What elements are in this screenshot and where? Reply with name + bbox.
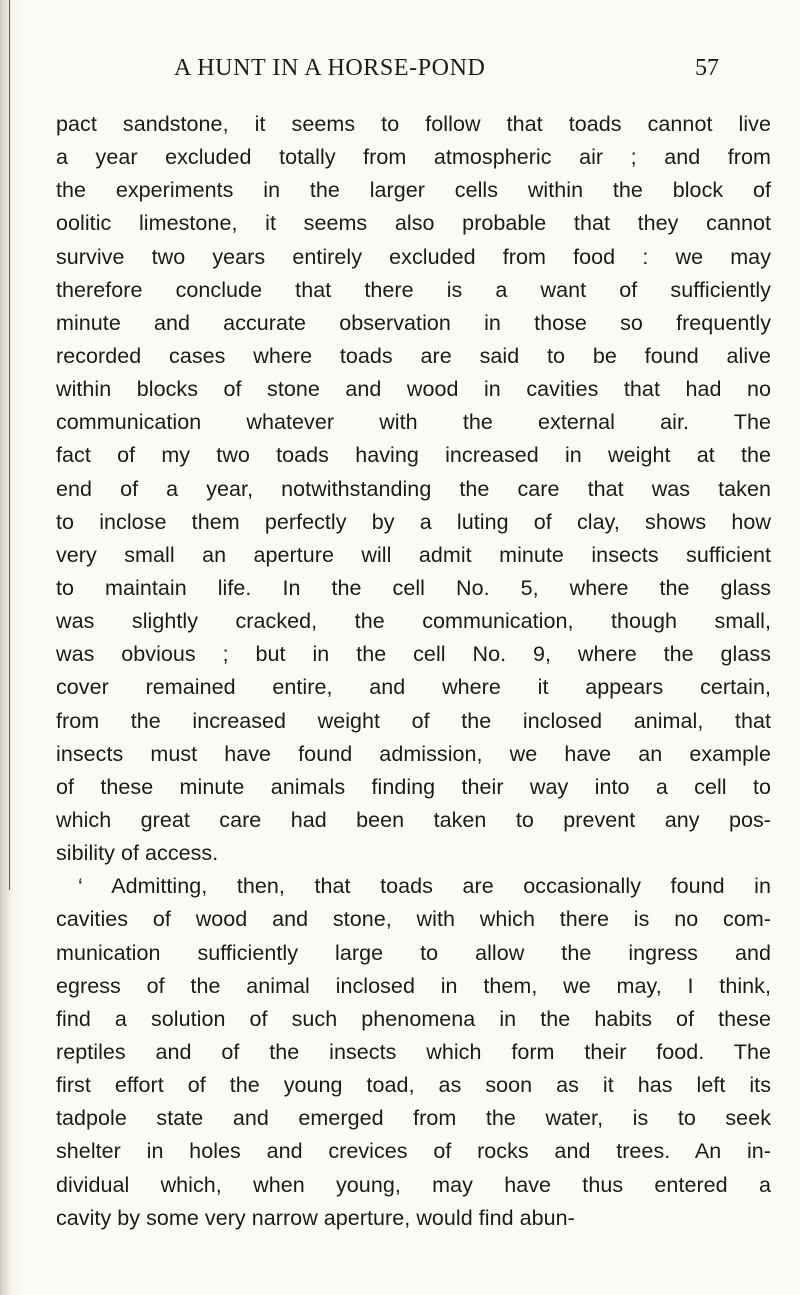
text-line-05: survive two years entirely excluded from food : we may xyxy=(56,244,771,269)
text-line-08: recorded cases where toads are said to be found alive xyxy=(56,343,771,368)
text-line-07: minute and accurate observation in those so frequently xyxy=(56,310,771,335)
text-line-15: to maintain life. In the cell No. 5, where the glass xyxy=(56,575,771,600)
text-line-17: was obvious ; but in the cell No. 9, where the glass xyxy=(56,642,771,667)
text-line-14: very small an aperture will admit minute insects sufficient xyxy=(56,542,771,567)
text-line-19: from the increased weight of the inclosed animal, that xyxy=(56,708,771,733)
text-line-13: to inclose them perfectly by a luting of clay, shows how xyxy=(56,509,771,534)
text-line-12: end of a year, notwithstanding the care that was taken xyxy=(56,476,771,501)
body-text xyxy=(56,108,771,1235)
text-line-28: find a solution of such phenomena in the habits of these xyxy=(56,1006,771,1031)
text-line-16: was slightly cracked, the communication, though small, xyxy=(56,609,771,634)
page-binding-shadow xyxy=(0,0,12,1295)
running-head: A HUNT IN A HORSE-POND xyxy=(174,55,486,81)
text-line-18: cover remained entire, and where it appears certain, xyxy=(56,675,771,700)
page-header xyxy=(56,43,771,89)
text-line-32: shelter in holes and crevices of rocks and trees. An in- xyxy=(56,1139,771,1164)
text-line-23: sibility of access. xyxy=(56,841,219,866)
text-line-27: egress of the animal inclosed in them, we may, I think, xyxy=(56,973,771,998)
text-line-01: pact sandstone, it seems to follow that toads cannot live xyxy=(56,112,771,136)
text-line-10: communication whatever with the external air. The xyxy=(56,410,771,435)
text-line-04: oolitic limestone, it seems also probable that they cannot xyxy=(56,211,771,236)
text-line-30: first effort of the young toad, as soon as it has left its xyxy=(56,1073,771,1098)
text-line-09: within blocks of stone and wood in cavities that had no xyxy=(56,377,771,402)
text-line-21: of these minute animals finding their way into a cell to xyxy=(56,774,771,799)
text-line-33: dividual which, when young, may have thus entered a xyxy=(56,1172,771,1197)
text-line-03: the experiments in the larger cells within the block of xyxy=(56,178,771,203)
text-line-22: which great care had been taken to prevent any pos- xyxy=(56,807,771,832)
text-line-11: fact of my two toads having increased in weight at the xyxy=(56,443,771,468)
text-line-34: cavity by some very narrow aperture, would find abun- xyxy=(56,1205,575,1230)
text-line-26: munication sufficiently large to allow the ingress and xyxy=(56,940,771,965)
page-number: 57 xyxy=(695,55,719,81)
text-line-06: therefore conclude that there is a want of sufficiently xyxy=(56,277,771,302)
text-line-24: ‘ Admitting, then, that toads are occasionally found in xyxy=(78,874,771,899)
text-line-20: insects must have found admission, we have an example xyxy=(56,741,771,766)
page-gutter-line xyxy=(9,0,10,890)
text-line-02: a year excluded totally from atmospheric air ; and from xyxy=(56,145,771,170)
text-line-31: tadpole state and emerged from the water, is to seek xyxy=(56,1106,771,1131)
text-line-25: cavities of wood and stone, with which there is no com- xyxy=(56,907,771,932)
text-line-29: reptiles and of the insects which form their food. The xyxy=(56,1039,771,1064)
